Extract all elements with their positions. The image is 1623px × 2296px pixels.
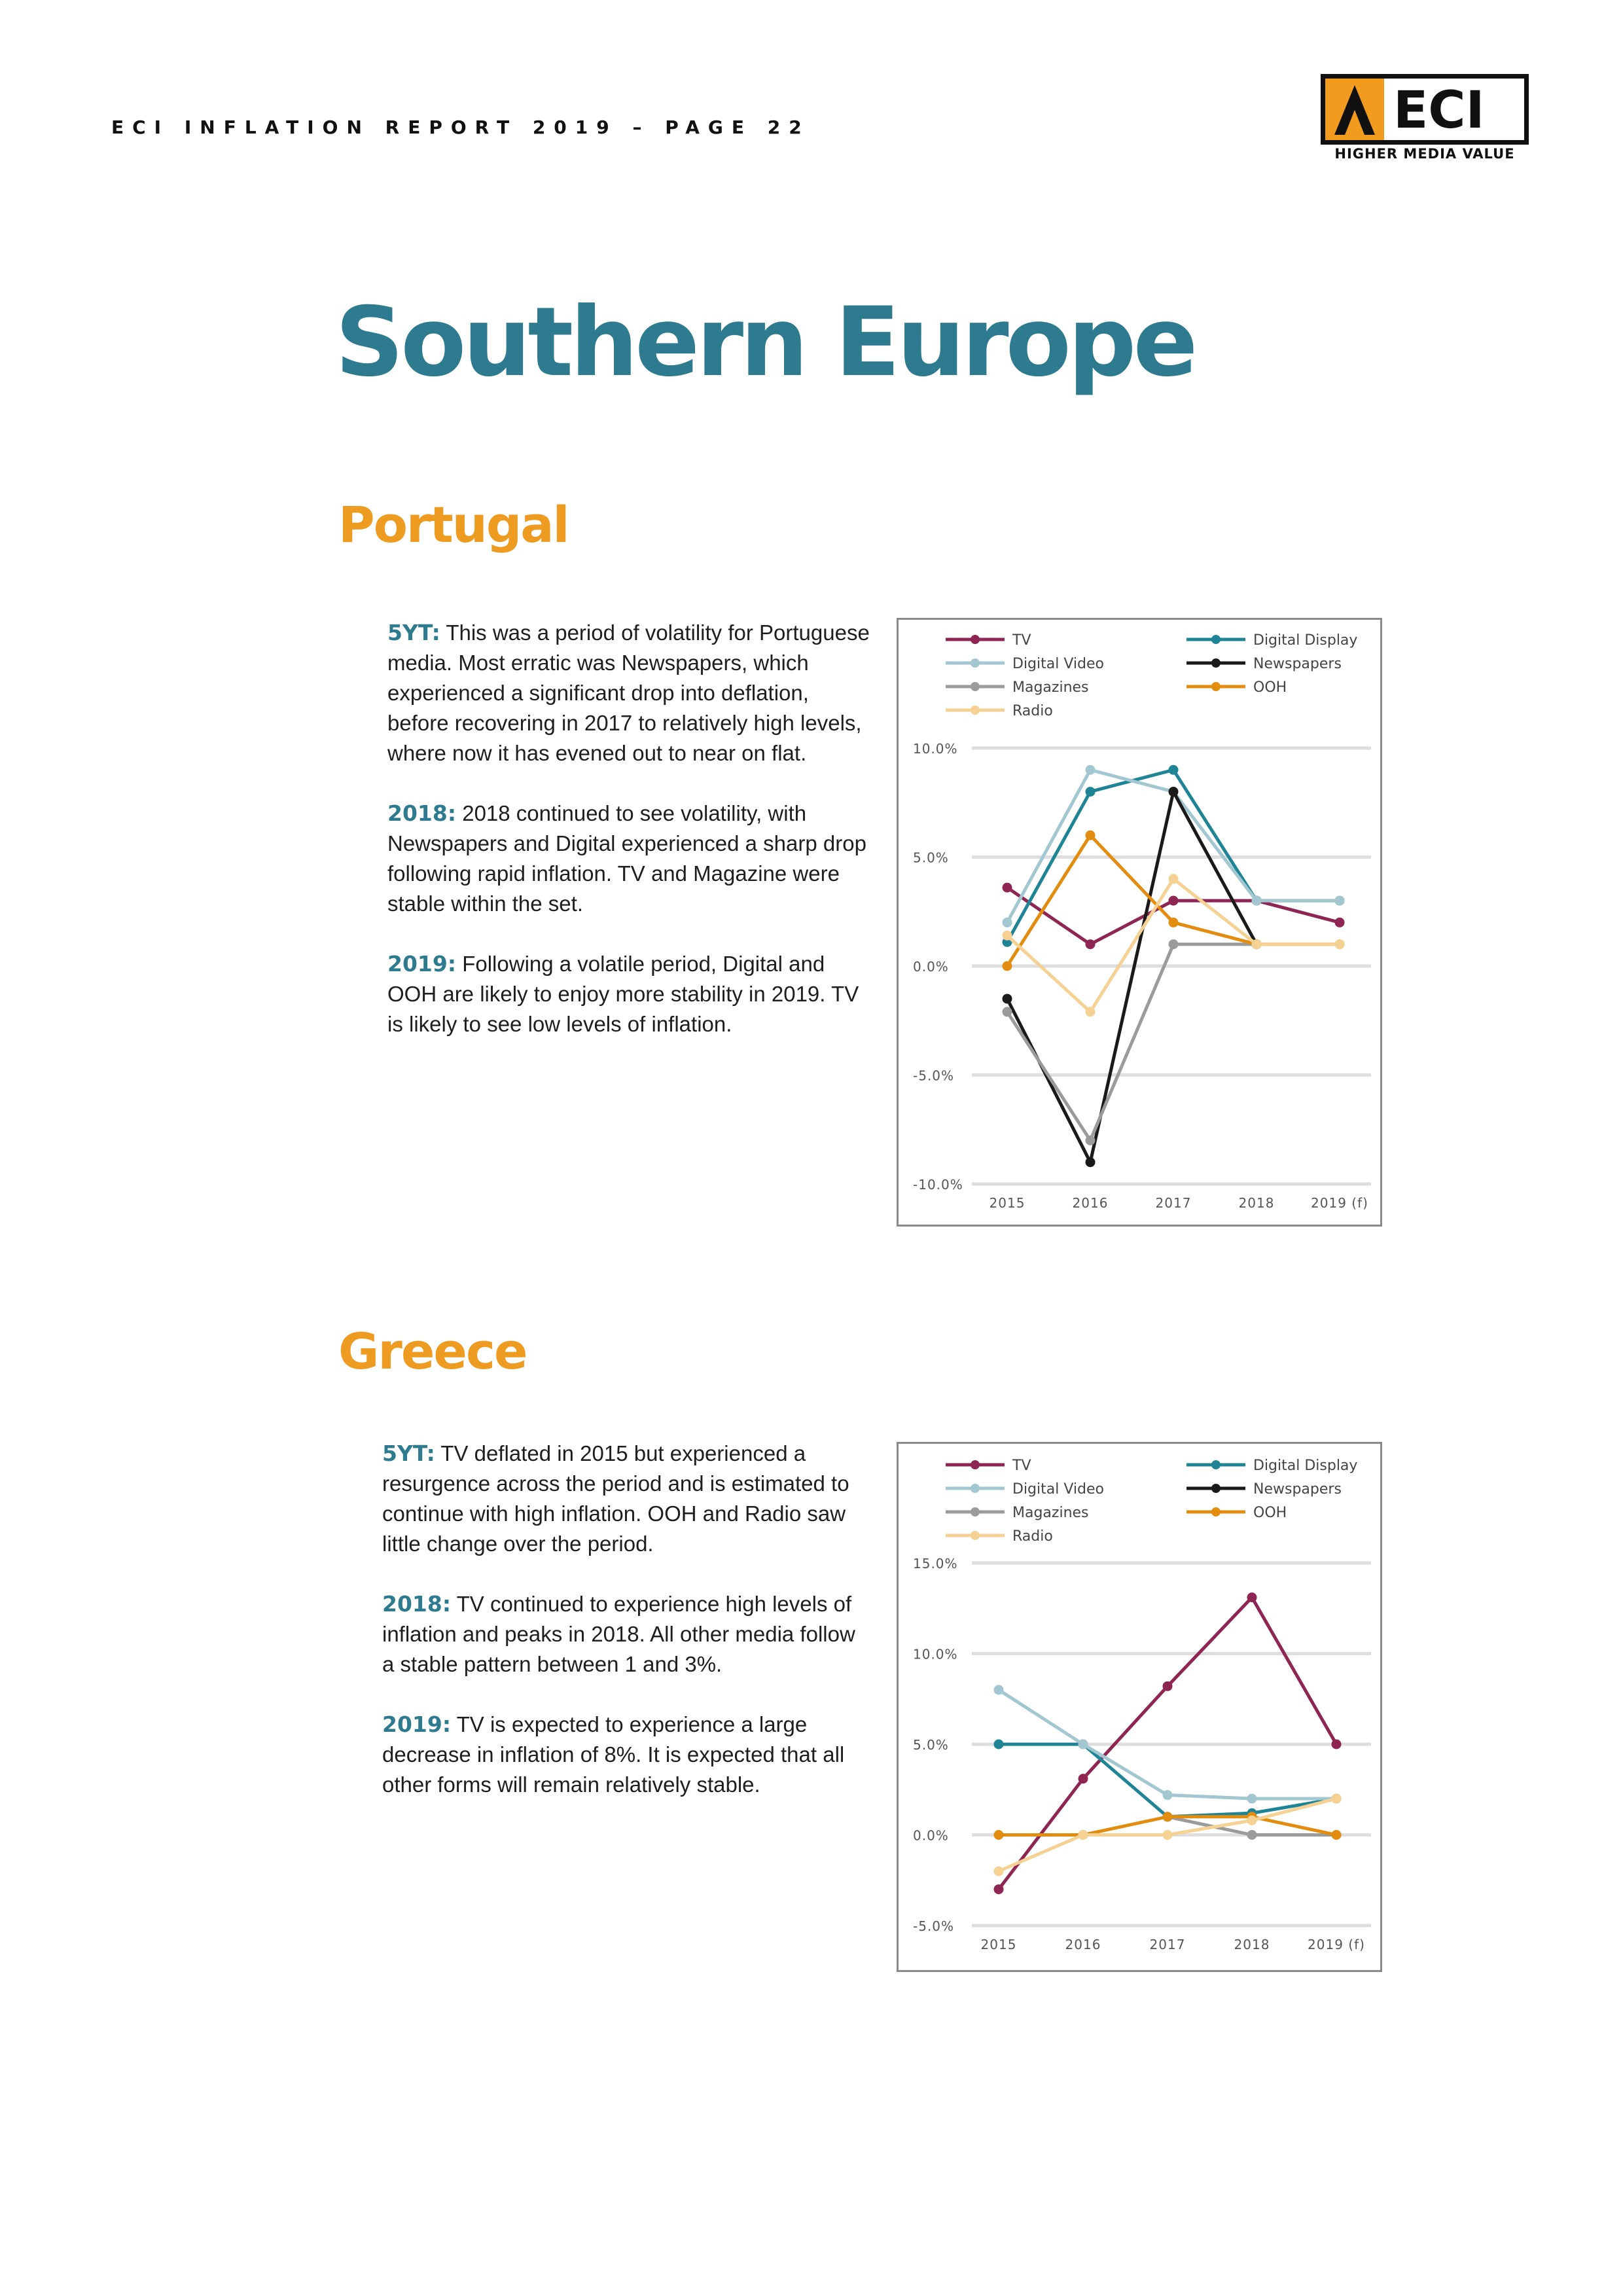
data-point xyxy=(1086,765,1096,775)
x-tick-label: 2015 xyxy=(980,1937,1017,1952)
x-tick-label: 2019 (f) xyxy=(1308,1937,1365,1952)
legend-label: Newspapers xyxy=(1253,656,1342,672)
paragraph-label: 5YT: xyxy=(387,620,440,645)
section-text-greece xyxy=(382,1439,866,1830)
data-point xyxy=(1332,1830,1342,1840)
legend-item xyxy=(1186,1481,1342,1498)
y-tick-label: -5.0% xyxy=(913,1067,955,1084)
data-point xyxy=(1247,1794,1257,1804)
paragraph-label: 2019: xyxy=(382,1712,452,1737)
legend-item xyxy=(946,632,1031,649)
paragraph-body: TV deflated in 2015 but experienced a resurgence across the period and is estimated to continue with high inflation. OOH and Radio saw little change over the period. xyxy=(382,1441,849,1556)
data-point xyxy=(1086,787,1096,797)
y-tick-label: 10.0% xyxy=(913,741,958,757)
y-tick-label: 10.0% xyxy=(913,1646,958,1662)
series-line xyxy=(1007,792,1257,1162)
legend-marker xyxy=(971,706,980,715)
data-point xyxy=(1003,931,1012,941)
legend-item xyxy=(1186,1458,1357,1474)
legend-marker xyxy=(971,658,980,668)
legend-label: Radio xyxy=(1012,1528,1053,1545)
section-text-portugal xyxy=(387,618,872,1069)
chart-portugal xyxy=(897,618,1382,1227)
legend-label: Digital Video xyxy=(1012,1481,1104,1498)
data-point xyxy=(1003,918,1012,927)
legend-label: OOH xyxy=(1253,1505,1287,1521)
paragraph-body: TV is expected to experience a large decrease in inflation of 8%. It is expected that all other forms will remain relatively stable. xyxy=(382,1712,845,1797)
legend-marker xyxy=(1211,1507,1221,1516)
data-point xyxy=(1247,1816,1257,1825)
data-point xyxy=(1169,787,1179,797)
data-point xyxy=(994,1685,1004,1695)
paragraph-label: 2019: xyxy=(387,951,457,977)
y-tick-label: 0.0% xyxy=(913,959,949,975)
x-tick-label: 2018 xyxy=(1238,1195,1275,1211)
paragraph-body: This was a period of volatility for Portuguese media. Most erratic was Newspapers, which experienced a significant drop into deflation, before recovering in 2017 to relatively high levels, where now it has evened out to near on flat. xyxy=(387,620,870,765)
y-tick-label: -5.0% xyxy=(913,1918,955,1934)
legend-marker xyxy=(971,1507,980,1516)
legend-marker xyxy=(971,1531,980,1540)
y-tick-label: 0.0% xyxy=(913,1827,949,1844)
legend-item xyxy=(1186,656,1342,672)
legend-marker xyxy=(971,1484,980,1493)
x-tick-label: 2016 xyxy=(1065,1937,1101,1952)
legend-item xyxy=(1186,679,1287,696)
data-point xyxy=(1079,1774,1088,1784)
x-tick-label: 2015 xyxy=(989,1195,1026,1211)
legend-marker xyxy=(971,682,980,691)
data-point xyxy=(1332,1794,1342,1804)
line-chart-svg xyxy=(899,1444,1380,1970)
legend-item xyxy=(1186,1505,1287,1521)
x-tick-label: 2018 xyxy=(1234,1937,1270,1952)
legend-label: Newspapers xyxy=(1253,1481,1342,1498)
paragraph-5yt xyxy=(387,618,872,768)
x-tick-label: 2017 xyxy=(1155,1195,1192,1211)
data-point xyxy=(1003,883,1012,893)
logo-wordmark: ECI xyxy=(1393,81,1485,140)
legend-marker xyxy=(1211,1484,1221,1493)
legend-item xyxy=(946,679,1089,696)
data-point xyxy=(1163,1790,1173,1800)
x-tick-label: 2019 (f) xyxy=(1311,1195,1368,1211)
data-point xyxy=(1086,1136,1096,1145)
data-point xyxy=(1169,765,1179,775)
x-tick-label: 2017 xyxy=(1149,1937,1186,1952)
data-point xyxy=(1086,939,1096,949)
paragraph-label: 2018: xyxy=(382,1591,452,1617)
legend-label: Magazines xyxy=(1012,679,1089,696)
paragraph-2019 xyxy=(382,1710,866,1800)
legend-label: Digital Video xyxy=(1012,656,1104,672)
legend-item xyxy=(946,1505,1089,1521)
data-point xyxy=(1003,994,1012,1003)
y-tick-label: -10.0% xyxy=(913,1177,963,1193)
paragraph-body: 2018 continued to see volatility, with Newspapers and Digital experienced a sharp drop following rapid inflation. TV and Magazine were stable within the set. xyxy=(387,801,866,916)
legend-item xyxy=(946,656,1104,672)
paragraph-2018 xyxy=(382,1589,866,1679)
data-point xyxy=(1003,961,1012,971)
legend-label: Radio xyxy=(1012,703,1053,719)
data-point xyxy=(1247,1592,1257,1602)
legend-marker xyxy=(1211,682,1221,691)
x-tick-label: 2016 xyxy=(1072,1195,1109,1211)
data-point xyxy=(1335,939,1345,949)
line-chart-svg xyxy=(899,620,1380,1225)
legend-label: Magazines xyxy=(1012,1505,1089,1521)
legend-item xyxy=(1186,632,1357,649)
y-tick-label: 5.0% xyxy=(913,850,949,866)
legend-item xyxy=(946,1528,1053,1545)
data-point xyxy=(1086,831,1096,840)
y-tick-label: 15.0% xyxy=(913,1556,958,1571)
data-point xyxy=(1252,939,1262,949)
legend-label: Digital Display xyxy=(1253,632,1358,649)
legend-marker xyxy=(1211,635,1221,644)
legend-item xyxy=(946,1481,1104,1498)
logo-frame xyxy=(1321,74,1529,145)
legend-label: Digital Display xyxy=(1253,1458,1358,1474)
eci-logo xyxy=(1321,74,1529,166)
data-point xyxy=(994,1830,1004,1840)
page-title: Southern Europe xyxy=(335,287,1195,398)
paragraph-body: TV continued to experience high levels of inflation and peaks in 2018. All other media follow a stable pattern between 1 and 3%. xyxy=(382,1592,855,1676)
data-point xyxy=(994,1884,1004,1894)
data-point xyxy=(1247,1830,1257,1840)
data-point xyxy=(1163,1681,1173,1691)
paragraph-label: 2018: xyxy=(387,800,457,826)
data-point xyxy=(1163,1830,1173,1840)
logo-triangle-icon xyxy=(1325,79,1384,140)
data-point xyxy=(1169,939,1179,949)
paragraph-body: Following a volatile period, Digital and OOH are likely to enjoy more stability in 2019. TV is likely to see low levels of inflation. xyxy=(387,952,859,1036)
legend-marker xyxy=(971,635,980,644)
paragraph-2018 xyxy=(387,798,872,919)
data-point xyxy=(1079,1740,1088,1749)
data-point xyxy=(994,1866,1004,1876)
series-line xyxy=(999,1744,1336,1817)
data-point xyxy=(1003,1007,1012,1016)
paragraph-2019 xyxy=(387,949,872,1039)
data-point xyxy=(1169,918,1179,927)
legend-marker xyxy=(1211,658,1221,668)
data-point xyxy=(1332,1740,1342,1749)
data-point xyxy=(1169,896,1179,906)
data-point xyxy=(1335,896,1345,906)
legend-label: TV xyxy=(1012,1458,1031,1474)
paragraph-label: 5YT: xyxy=(382,1441,435,1466)
legend-item xyxy=(946,1458,1031,1474)
y-tick-label: 5.0% xyxy=(913,1737,949,1753)
series-newspapers xyxy=(1003,787,1262,1167)
section-title-greece: Greece xyxy=(338,1322,527,1380)
legend-marker xyxy=(1211,1460,1221,1469)
legend-marker xyxy=(971,1460,980,1469)
chart-greece xyxy=(897,1442,1382,1972)
data-point xyxy=(1079,1830,1088,1840)
data-point xyxy=(1252,896,1262,906)
paragraph-5yt xyxy=(382,1439,866,1559)
data-point xyxy=(1086,1157,1096,1167)
legend-item xyxy=(946,703,1053,719)
data-point xyxy=(1335,918,1345,927)
data-point xyxy=(1169,874,1179,884)
data-point xyxy=(1163,1812,1173,1821)
data-point xyxy=(1086,1007,1096,1016)
legend-label: OOH xyxy=(1253,679,1287,696)
logo-tagline: HIGHER MEDIA VALUE xyxy=(1334,146,1515,162)
legend-label: TV xyxy=(1012,632,1031,649)
section-title-portugal: Portugal xyxy=(338,495,569,554)
running-head: ECI INFLATION REPORT 2019 – PAGE 22 xyxy=(111,117,810,138)
data-point xyxy=(994,1740,1004,1749)
